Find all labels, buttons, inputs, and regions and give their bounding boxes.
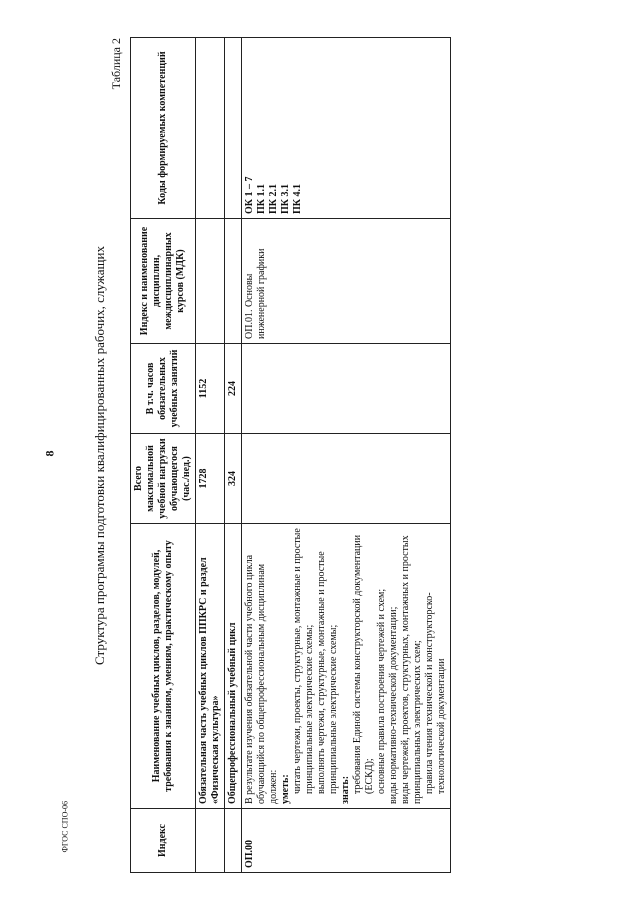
knowledge-label: знать: xyxy=(340,775,351,804)
header-classroom-hours: В т.ч. часов обязательных учебных занятий xyxy=(131,344,196,434)
knowledge-item: основные правила построения чертежей и схем; xyxy=(376,588,387,794)
op00-intro: В результате изучения обязательной части учебного цикла обучающийся по общепрофессиональным дисциплинам должен: xyxy=(244,554,279,804)
table-row-op00 xyxy=(242,38,451,873)
header-total-load: Всего максимальной учебной нагрузки обучающегося (час./нед.) xyxy=(131,434,196,524)
mandatory-part-name: Обязательная часть учебных циклов ППКРС и раздел «Физическая культура» xyxy=(196,524,225,809)
competence-code: ОК 1 – 7 xyxy=(244,176,255,214)
table-header-row xyxy=(131,38,196,873)
knowledge-item: требования Единой системы конструкторской документации (ЕСКД); xyxy=(352,534,375,794)
table-row-mandatory xyxy=(196,38,225,873)
general-cycle-name: Общепрофессиональный учебный цикл xyxy=(225,524,242,809)
page-heading: Структура программы подготовки квалифицированных рабочих, служащих xyxy=(92,246,107,665)
table-row-general xyxy=(225,38,242,873)
mandatory-classroom: 1152 xyxy=(196,344,225,434)
skill-item: выполнять чертежи, структурные, монтажные и простые принципиальные электрические схемы; xyxy=(316,551,339,794)
op01-discipline: ОП.01. Основы инженерной графики xyxy=(242,219,451,344)
op00-requirements xyxy=(242,524,451,809)
op00-index: ОП.00 xyxy=(242,809,451,873)
general-classroom: 224 xyxy=(225,344,242,434)
page-footer: ФГОС СПО-06 xyxy=(60,800,70,853)
header-discipline: Индекс и наименование дисциплин, междисциплинарных курсов (МДК) xyxy=(131,219,196,344)
competence-code: ПК 1.1 xyxy=(256,183,267,214)
knowledge-item: правила чтения технической и конструкторско-технологической документации xyxy=(424,592,447,794)
skills-label: уметь: xyxy=(280,774,291,804)
competence-codes xyxy=(242,38,451,219)
header-index: Индекс xyxy=(131,809,196,873)
competence-code: ПК 2.1 xyxy=(268,183,279,214)
table-label: Таблица 2 xyxy=(109,38,123,90)
general-total: 324 xyxy=(225,434,242,524)
rotated-page-content xyxy=(92,38,602,873)
competence-code: ПК 4.1 xyxy=(292,183,303,214)
structure-table xyxy=(130,37,451,873)
mandatory-total: 1728 xyxy=(196,434,225,524)
page-number: 8 xyxy=(42,450,57,457)
knowledge-item: виды нормативно-технической документации; xyxy=(388,606,399,804)
header-competence-codes: Коды формируемых компетенций xyxy=(131,38,196,219)
skill-item: читать чертежи, проекты, структурные, монтажные и простые принципиальные электрические схемы; xyxy=(292,528,315,794)
competence-code: ПК 3.1 xyxy=(280,183,291,214)
header-name: Наименование учебных циклов, разделов, модулей, требования к знаниям, умениям, практическому опыту xyxy=(131,524,196,809)
knowledge-item: виды чертежей, проектов, структурных, монтажных и простых принципиальных электрических схем; xyxy=(400,535,423,804)
